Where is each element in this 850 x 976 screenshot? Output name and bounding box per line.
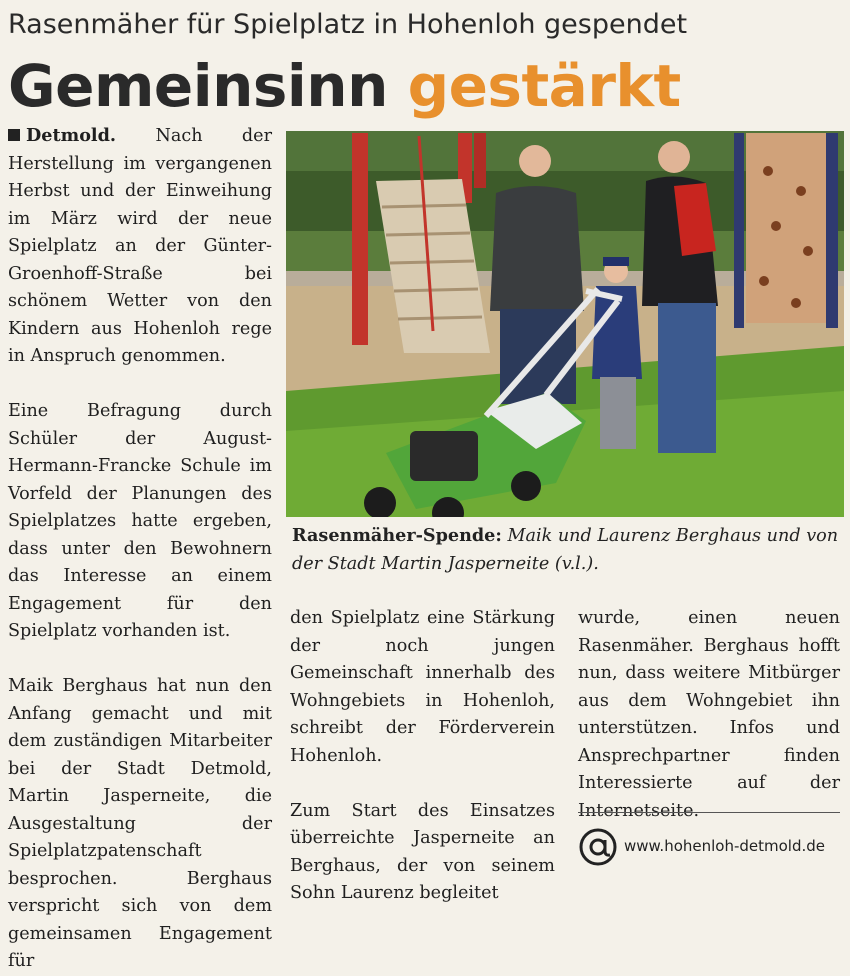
article-column-1 (8, 122, 272, 976)
website-row (578, 812, 840, 873)
article-column-3 (578, 605, 840, 825)
website-link[interactable]: www.hohenloh-detmold.de (624, 837, 826, 855)
paragraph: Eine Befragung durch Schüler der August-Hermann-Francke Schule im Vorfeld der Planungen des Spielplatzes hatte ergeben, dass unter den Bewohnern das Interesse an einem Engagement für den Spielplatz vorhanden ist. (8, 401, 272, 641)
article-photo (286, 131, 844, 517)
caption-text: Maik und Laurenz Berghaus und von der Stadt Martin Jasperneite (v.l.). (292, 526, 839, 574)
paragraph: den Spielplatz eine Stärkung der noch jungen Gemeinschaft innerhalb des Wohngebiets in Hohenloh, schreibt der Förderverein Hohenloh. (290, 608, 555, 766)
paragraph (8, 122, 272, 371)
caption-lead: Rasenmäher-Spende: (292, 525, 502, 546)
article-headline (8, 50, 838, 122)
photo-caption (292, 522, 840, 578)
paragraph: Zum Start des Einsatzes überreichte Jasperneite an Berghaus, der von seinem Sohn Laurenz begleitet (290, 800, 555, 903)
paragraph: Maik Berghaus hat nun den Anfang gemacht und mit dem zuständigen Mitarbeiter bei der Stadt Detmold, Martin Jasperneite, die Ausgestaltung der Spielplatzpatenschaft besprochen. Berghaus verspricht sich von dem gemeinsamen Engagement für (8, 676, 272, 971)
at-icon (578, 827, 618, 867)
photo-playground-scene (286, 131, 844, 517)
article-column-2 (290, 605, 555, 908)
paragraph-text: Nach der Herstellung im vergangenen Herbst und der Einweihung im März wird der neue Spielplatz an der Günter-Groenhoff-Straße bei schönem Wetter von den Kindern aus Hohenloh rege in Anspruch genommen. (8, 126, 273, 366)
bullet-square-icon (8, 129, 20, 141)
article-kicker: Rasenmäher für Spielplatz in Hohenloh gespendet (8, 9, 688, 40)
headline-part-accent: gestärkt (407, 52, 681, 120)
headline-part-dark: Gemeinsinn (8, 52, 388, 120)
dateline: Detmold. (26, 125, 117, 146)
paragraph: wurde, einen neuen Rasenmäher. Berghaus hofft nun, dass weitere Mitbürger aus dem Wohngebiet ihn unterstützen. Infos und Ansprechpartner finden Interessierte auf der Internetseite. (578, 608, 840, 821)
